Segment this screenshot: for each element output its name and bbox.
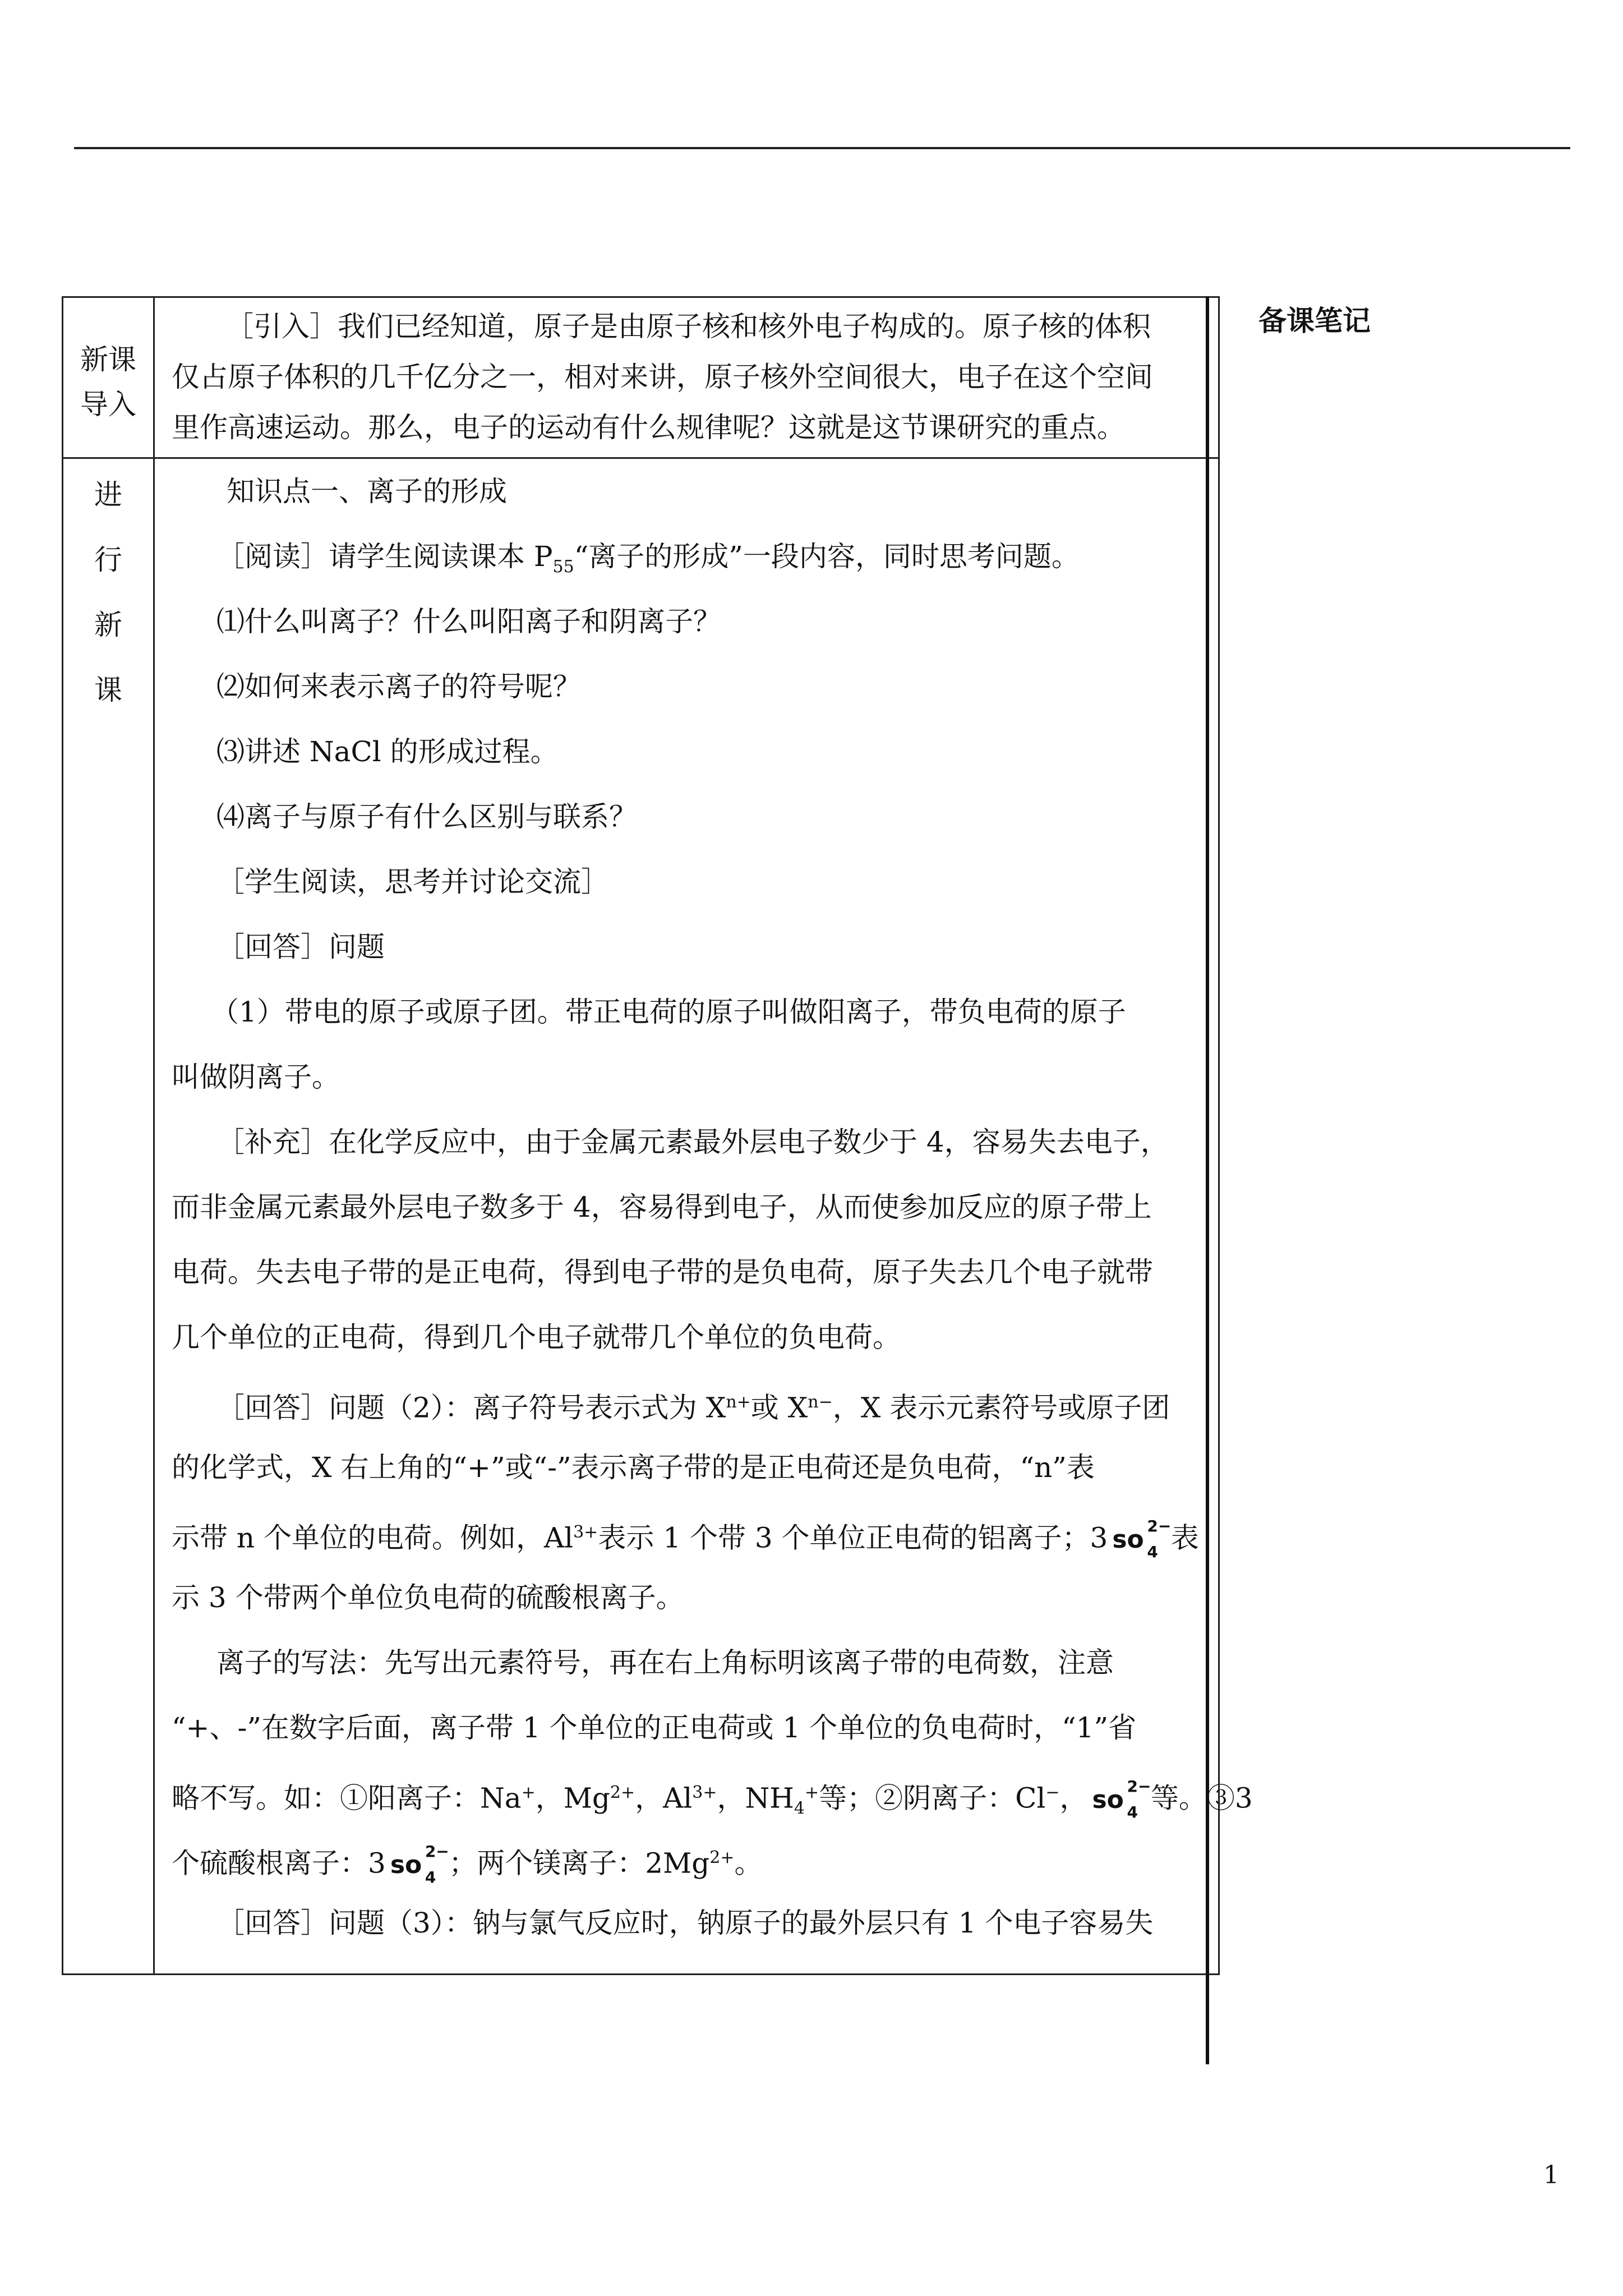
sulfate-ion-formula: so 2− 4 <box>1092 1777 1151 1821</box>
content-line: 示带 n 个单位的电荷。例如，$Al^{3+}$表示 1 个带 3 个单位正电荷的铝离子；3 so 2− 4 表 <box>172 1500 1201 1565</box>
content-line: 示 3 个带两个单位负电荷的硫酸根离子。 <box>172 1581 684 1614</box>
content-line: ⑷离子与原子有什么区别与联系？ <box>216 800 637 833</box>
content-line: ⑵如何来表示离子的符号呢？ <box>216 670 581 703</box>
content-line: ［学生阅读，思考并讨论交流］ <box>216 866 609 898</box>
content-line: ［回答］问题 <box>216 931 385 963</box>
content-line: ［回答］问题（2）：离子符号表示式为 $X^{n+}$或 $X^{n-}$，X 表示元素符号或原子团 <box>216 1391 1170 1424</box>
content-line: ［补充］在化学反应中，由于金属元素最外层电子数少于 4，容易失去电子， <box>216 1126 1169 1158</box>
content-line: 叫做阴离子。 <box>172 1061 340 1093</box>
page-number: 1 <box>1543 2161 1559 2189</box>
content-line: ⑴什么叫离子？什么叫阳离子和阴离子？ <box>216 605 721 638</box>
header-rule <box>74 147 1570 149</box>
new-lesson-row <box>63 458 1219 1975</box>
content-line: 个硫酸根离子：3 so 2− 4 ；两个镁离子：$2Mg^{2+}$。 <box>172 1825 1201 1890</box>
content-line: 离子的写法：先写出元素符号，再在右上角标明该离子带的电荷数，注意 <box>216 1646 1114 1679</box>
sulfate-ion-formula: so 2− 4 <box>390 1842 449 1887</box>
content-line: 几个单位的正电荷，得到几个电子就带几个单位的负电荷。 <box>172 1321 901 1354</box>
notes-divider <box>1206 296 1209 2064</box>
content-line: （1）带电的原子或原子团。带正电荷的原子叫做阳离子，带负电荷的原子 <box>211 996 1126 1028</box>
lesson-table <box>62 296 1253 1975</box>
content-line: ［阅读］请学生阅读课本 $P_{55}“$离子的形成”一段内容，同时思考问题。 <box>216 540 1080 577</box>
intro-label: 新课 导入 <box>63 297 154 458</box>
content-line: ⑶讲述 NaCl 的形成过程。 <box>216 735 559 768</box>
content-line: “+、-”在数字后面，离子带 1 个单位的正电荷或 1 个单位的负电荷时，“1”省 <box>172 1711 1137 1744</box>
content-line: 的化学式，X 右上角的“+”或“-”表示离子带的是正电荷还是负电荷，“n”表 <box>172 1451 1095 1484</box>
sulfate-ion-formula: so 2− 4 <box>1112 1516 1172 1561</box>
notes-title: 备课笔记 <box>1258 304 1371 337</box>
section-heading: 知识点一、离子的形成 <box>227 475 507 508</box>
content-line: ［回答］问题（3）：钠与氯气反应时，钠原子的最外层只有 1 个电子容易失 <box>216 1907 1154 1939</box>
content-line: 电荷。失去电子带的是正电荷，得到电子带的是负电荷，原子失去几个电子就带 <box>172 1256 1153 1289</box>
intro-text: ［引入］我们已经知道，原子是由原子核和核外电子构成的。原子核的体积 仅占原子体积的几千亿分之一，相对来讲，原子核外空间很大，电子在这个空间 里作高速运动。那么，电子的运动有什么规律呢？这就是这节课研究的重点。 <box>154 297 1219 458</box>
lesson-content <box>154 458 1253 1975</box>
intro-row <box>63 297 1219 458</box>
content-line: 略不写。如：①阳离子：Na+，$Mg^{2+}$，$Al^{3+}$，$NH_4^+$等；②阴离子：Cl−， so 2− 4 等。③3 <box>172 1760 1201 1825</box>
new-lesson-label: 进 行 新 课 <box>63 458 154 1975</box>
content-line: 而非金属元素最外层电子数多于 4，容易得到电子，从而使参加反应的原子带上 <box>172 1191 1152 1223</box>
